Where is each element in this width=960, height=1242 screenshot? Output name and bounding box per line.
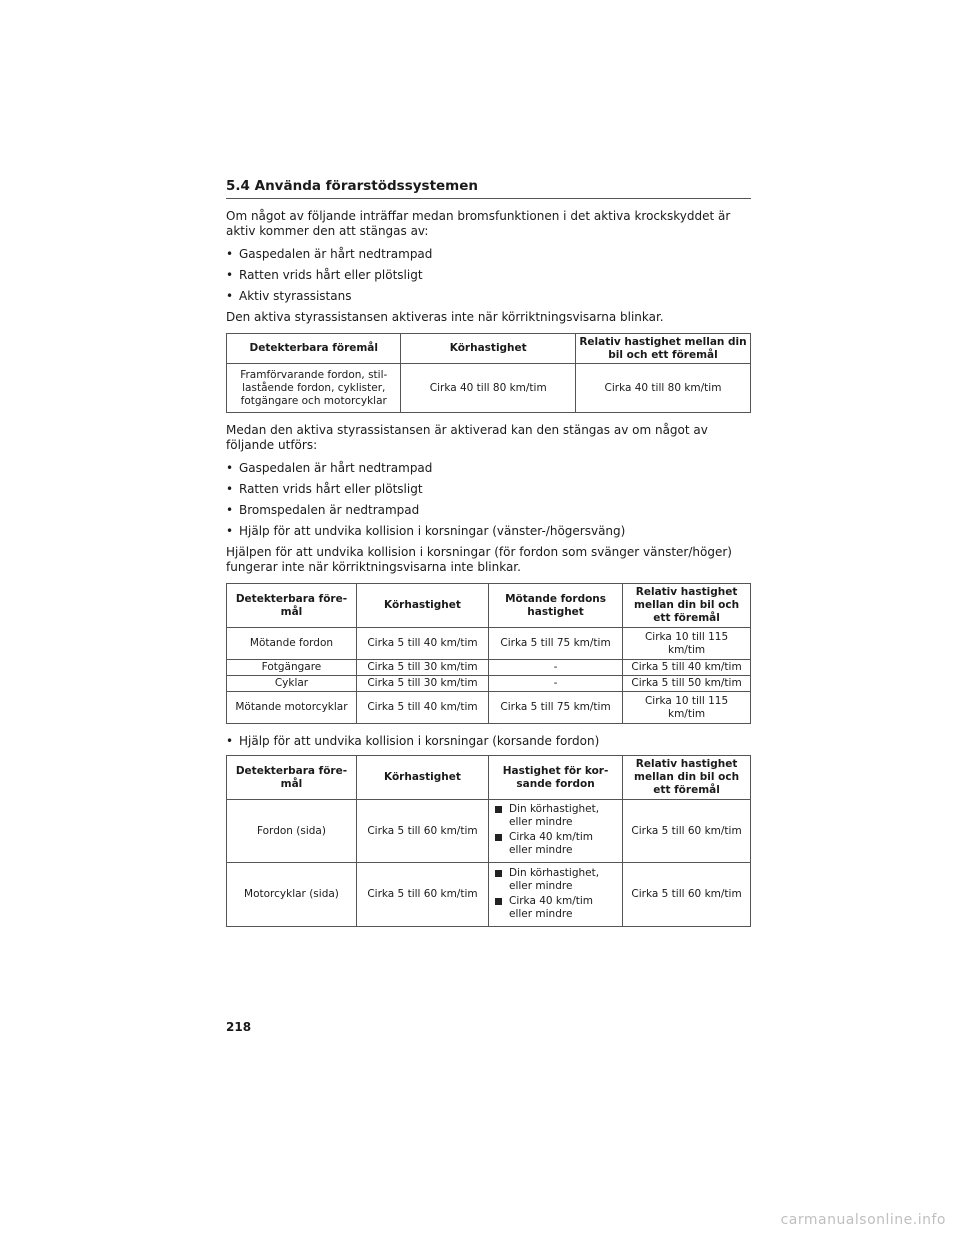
table-header: Körhastighet: [401, 334, 575, 364]
table-cell: Framförvarande fordon, stillastående fordon, cyklister, fotgängare och motorcyklar: [227, 364, 401, 413]
table-header: Hastighet för korsande fordon: [488, 756, 622, 800]
table-cell: Motorcyklar (sida): [227, 863, 357, 927]
table-cell: [488, 800, 622, 863]
detection-table-1: [226, 333, 751, 413]
square-bullet-icon: [495, 834, 502, 841]
steering-assist-paragraph: Den aktiva styrassistansen aktiveras inte när körriktningsvisarna blinkar.: [226, 310, 664, 324]
table-cell: Cirka 5 till 75 km/tim: [488, 628, 622, 660]
table-cell: Cirka 5 till 30 km/tim: [356, 660, 488, 676]
table-cell: Cirka 5 till 75 km/tim: [488, 692, 622, 724]
deactivation-list: [226, 461, 751, 539]
list-item: • Ratten vrids hårt eller plötsligt: [226, 482, 751, 497]
table-cell: Cirka 5 till 60 km/tim: [623, 800, 751, 863]
square-bullet-icon: [495, 806, 502, 813]
table-header: Körhastighet: [356, 756, 488, 800]
table-cell: -: [488, 660, 622, 676]
table-cell: Cirka 10 till 115 km/tim: [623, 692, 751, 724]
list-item-text: Cirka 40 km/tim eller mindre: [508, 831, 594, 856]
detection-table-3: [226, 755, 751, 927]
table-cell: Mötande fordon: [227, 628, 357, 660]
turn-signal-paragraph: Hjälpen för att undvika kollision i korsningar (för fordon som svänger vänster/höger) fungerar inte när körriktningsvisarna inte blinkar.: [226, 545, 732, 574]
shutoff-list: [226, 247, 751, 304]
table-header: Mötande fordons hastighet: [488, 584, 622, 628]
table-header: Detekterbara föremål: [227, 756, 357, 800]
table-cell: Fordon (sida): [227, 800, 357, 863]
list-item: • Gaspedalen är hårt nedtrampad: [226, 247, 751, 262]
square-bullet-icon: [495, 870, 502, 877]
table-cell: Cirka 10 till 115 km/tim: [623, 628, 751, 660]
square-bullet-icon: [495, 898, 502, 905]
list-item: • Aktiv styrassistans: [226, 289, 751, 304]
table-cell: Cirka 40 till 80 km/tim: [575, 364, 750, 413]
list-item-text: Cirka 40 km/tim eller mindre: [508, 894, 594, 920]
table-cell: -: [488, 676, 622, 692]
list-item: • Hjälp för att undvika kollision i korsningar (vänster-/högersväng): [226, 524, 751, 539]
table-row: [227, 628, 751, 660]
watermark: carmanualsonline.info: [780, 1212, 946, 1228]
table-cell: Cirka 5 till 60 km/tim: [623, 863, 751, 927]
table-row: [227, 863, 751, 927]
table-cell: Cirka 5 till 60 km/tim: [356, 800, 488, 863]
table-header: Detekterbara föremål: [227, 584, 357, 628]
table-cell: Cirka 5 till 50 km/tim: [623, 676, 751, 692]
table-header: Relativ hastighet mellan din bil och ett föremål: [623, 584, 751, 628]
table-row: [227, 676, 751, 692]
table-row: [227, 660, 751, 676]
table-header: Detekterbara föremål: [227, 334, 401, 364]
table-cell: Cirka 5 till 40 km/tim: [356, 692, 488, 724]
table-cell: Cirka 5 till 40 km/tim: [356, 628, 488, 660]
table-cell: Cyklar: [227, 676, 357, 692]
list-item: • Ratten vrids hårt eller plötsligt: [226, 268, 751, 283]
table-row: [227, 364, 751, 413]
table-cell: Cirka 5 till 40 km/tim: [623, 660, 751, 676]
crossing-list: [226, 734, 751, 749]
table-header: Relativ hastighet mellan din bil och ett föremål: [575, 334, 750, 364]
list-item-text: Din körhastighet, eller mindre: [508, 866, 600, 892]
table-cell: Mötande motorcyklar: [227, 692, 357, 724]
list-item-text: Din körhastighet, eller mindre: [508, 803, 600, 828]
list-item: [493, 831, 618, 857]
table-cell: Cirka 5 till 30 km/tim: [356, 676, 488, 692]
list-item: • Hjälp för att undvika kollision i korsningar (korsande fordon): [226, 734, 751, 749]
table-row: [227, 800, 751, 863]
intro-paragraph: Om något av följande inträffar medan bromsfunktionen i det aktiva krockskyddet är aktiv kommer den att stängas av:: [226, 209, 731, 238]
list-item: [493, 867, 618, 893]
table-cell: [488, 863, 622, 927]
deactivation-paragraph: Medan den aktiva styrassistansen är aktiverad kan den stängas av om något av följande utförs:: [226, 423, 708, 452]
table-cell: Cirka 40 till 80 km/tim: [401, 364, 575, 413]
section-title: 5.4 Använda förarstödssystemen: [226, 176, 751, 199]
table-row: [227, 692, 751, 724]
list-item: • Gaspedalen är hårt nedtrampad: [226, 461, 751, 476]
table-cell: Fotgängare: [227, 660, 357, 676]
table-header: Körhastighet: [356, 584, 488, 628]
page-number: 218: [226, 1020, 252, 1034]
table-header: Relativ hastighet mellan din bil och ett föremål: [623, 756, 751, 800]
list-item: • Bromspedalen är nedtrampad: [226, 503, 751, 518]
detection-table-2: [226, 583, 751, 724]
list-item: [493, 803, 618, 829]
page-content: [226, 176, 751, 937]
table-cell: Cirka 5 till 60 km/tim: [356, 863, 488, 927]
list-item: [493, 895, 618, 921]
